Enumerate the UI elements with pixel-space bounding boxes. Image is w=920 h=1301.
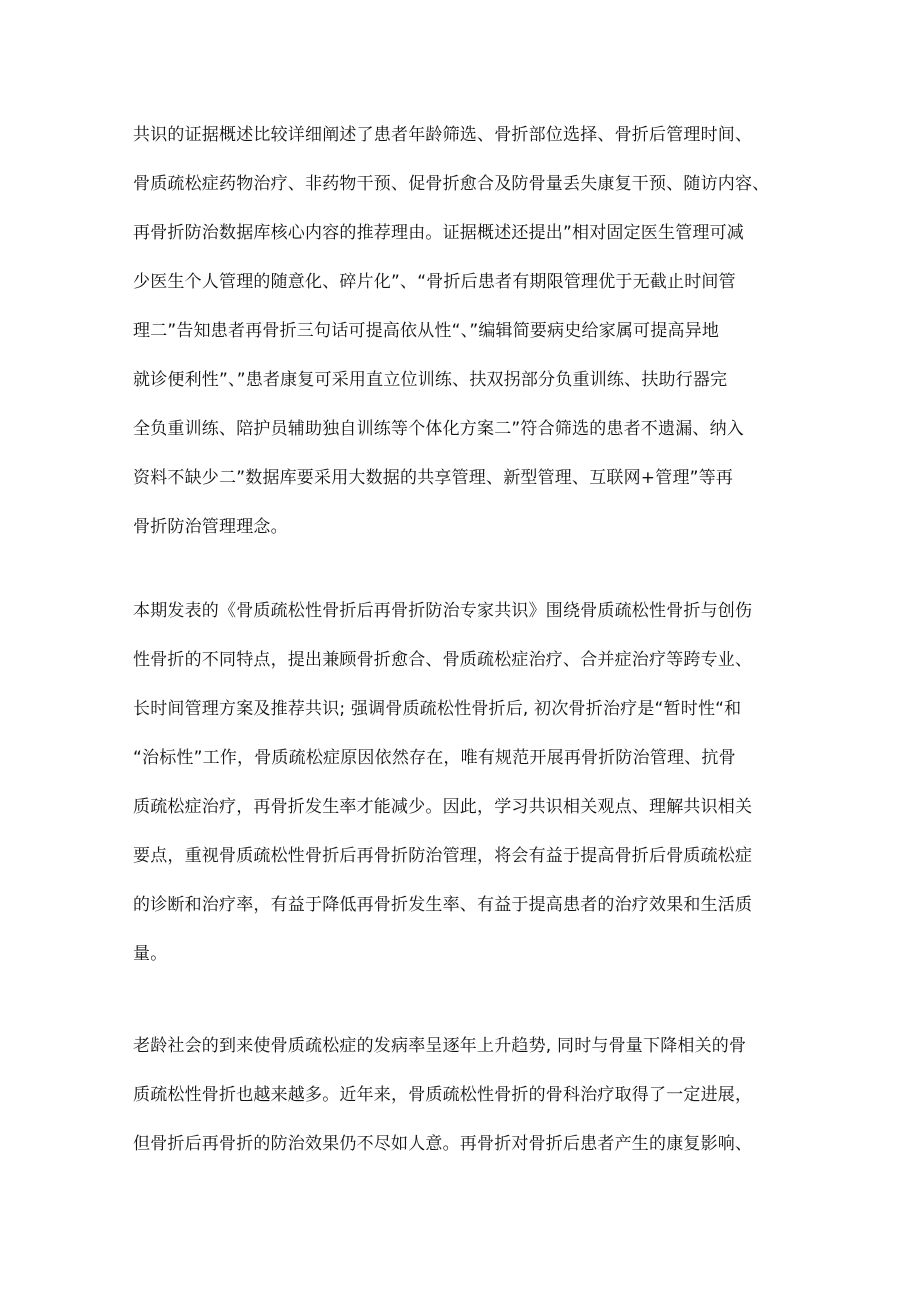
text-line: 理二”告知患者再骨折三句话可提高依从性“、”编辑简要病史给家属可提高异地 [133, 321, 720, 341]
text-line: 骨折防治管理理念。 [133, 517, 288, 537]
text-line: 老龄社会的到来使骨质疏松症的发病率呈逐年上升趋势, 同时与骨量下降相关的骨 [133, 1036, 747, 1056]
text-line: 资料不缺少二”数据库要采用大数据的共享管理、新型管理、互联网+管理”等再 [133, 468, 734, 488]
text-line: “治标性”工作，骨质疏松症原因依然存在，唯有规范开展再骨折防治管理、抗骨 [133, 748, 736, 768]
text-line: 长时间管理方案及推荐共识; 强调骨质疏松性骨折后, 初次骨折治疗是“暂时性“和 [133, 699, 742, 719]
text-line: 质疏松性骨折也越来越多。近年来，骨质疏松性骨折的骨科治疗取得了一定进展， [133, 1085, 753, 1105]
text-line: 再骨折防治数据库核心内容的推荐理由。证据概述还提出”相对固定医生管理可减 [133, 223, 745, 243]
text-line: 共识的证据概述比较详细阐述了患者年龄筛选、骨折部位选择、骨折后管理时间、 [133, 125, 753, 145]
text-line: 要点，重视骨质疏松性骨折后再骨折防治管理，将会有益于提高骨折后骨质疏松症 [133, 846, 753, 866]
text-line: 全负重训练、陪护员辅助独自训练等个体化方案二”符合筛选的患者不遗漏、纳入 [133, 419, 745, 439]
text-line: 的诊断和治疗率，有益于降低再骨折发生率、有益于提高患者的治疗效果和生活质 [133, 895, 753, 915]
text-line: 本期发表的《骨质疏松性骨折后再骨折防治专家共识》围绕骨质疏松性骨折与创伤 [133, 601, 753, 621]
text-line: 就诊便利性”、”患者康复可采用直立位训练、扶双拐部分负重训练、扶助行器完 [133, 370, 728, 390]
text-line: 少医生个人管理的随意化、碎片化”、“骨折后患者有期限管理优于无截止时间管 [133, 272, 736, 292]
text-line: 骨质疏松症药物治疗、非药物干预、促骨折愈合及防骨量丢失康复干预、随访内容、 [133, 174, 770, 194]
text-line: 量。 [133, 944, 168, 964]
text-line: 但骨折后再骨折的防治效果仍不尽如人意。再骨折对骨折后患者产生的康复影响、 [133, 1134, 753, 1154]
text-line: 性骨折的不同特点，提出兼顾骨折愈合、骨质疏松症治疗、合并症治疗等跨专业、 [133, 650, 753, 670]
text-line: 质疏松症治疗，再骨折发生率才能减少。因此，学习共识相关观点、理解共识相关 [133, 797, 753, 817]
